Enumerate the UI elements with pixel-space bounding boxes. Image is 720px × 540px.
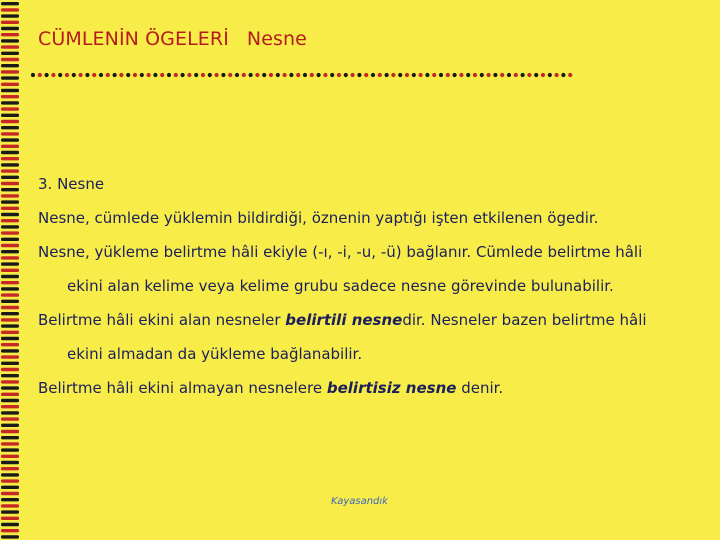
paragraph-1 <box>38 206 698 230</box>
rule-dot <box>153 73 157 77</box>
rule-dot <box>181 73 185 77</box>
decorative-dotted-rule <box>30 70 578 80</box>
rule-dot <box>45 73 49 77</box>
border-dash <box>1 2 19 5</box>
border-dash <box>1 349 19 352</box>
rule-dot <box>106 73 110 77</box>
rule-dot <box>119 73 123 77</box>
border-dash <box>1 157 19 160</box>
border-dash <box>1 300 19 303</box>
rule-dot <box>79 73 83 77</box>
rule-dot <box>432 73 436 77</box>
border-dash <box>1 517 19 520</box>
rule-dot <box>466 73 470 77</box>
rule-dot <box>419 73 423 77</box>
border-dash <box>1 262 19 265</box>
border-dash <box>1 399 19 402</box>
border-dash <box>1 281 19 284</box>
rule-dot <box>133 73 137 77</box>
rule-dot <box>201 73 205 77</box>
border-dash <box>1 324 19 327</box>
border-dash <box>1 386 19 389</box>
rule-dot <box>425 73 429 77</box>
rule-dot <box>548 73 552 77</box>
rule-dot <box>38 73 42 77</box>
border-dash <box>1 529 19 532</box>
rule-dot <box>500 73 504 77</box>
rule-dot <box>167 73 171 77</box>
paragraph-3-line-2: ekini almadan da yükleme bağlanabilir. <box>67 345 363 363</box>
rule-dot <box>174 73 178 77</box>
rule-dot <box>228 73 232 77</box>
rule-dot <box>555 73 559 77</box>
rule-dot <box>147 73 151 77</box>
border-dash <box>1 219 19 222</box>
rule-dot <box>439 73 443 77</box>
rule-dot <box>446 73 450 77</box>
rule-dot <box>249 73 253 77</box>
border-dash <box>1 293 19 296</box>
border-dash <box>1 498 19 501</box>
border-dash <box>1 380 19 383</box>
border-dash <box>1 417 19 420</box>
paragraph-3-post: dir. Nesneler bazen belirtme hâli <box>402 311 647 329</box>
paragraph-2 <box>38 240 698 298</box>
term-belirtili-nesne: belirtili nesne <box>285 311 403 329</box>
border-dash <box>1 424 19 427</box>
border-dash <box>1 45 19 48</box>
rule-dot <box>31 73 35 77</box>
border-dash <box>1 225 19 228</box>
footer-credit: Kayasandık <box>331 496 388 507</box>
rule-dot <box>453 73 457 77</box>
slide-body <box>38 172 698 410</box>
rule-dot <box>276 73 280 77</box>
border-dash <box>1 393 19 396</box>
paragraph-1-line: Nesne, cümlede yüklemin bildirdiği, öznenin yaptığı işten etkilenen ögedir. <box>38 209 599 227</box>
border-dash <box>1 8 19 11</box>
rule-dot <box>378 73 382 77</box>
rule-dot <box>296 73 300 77</box>
border-dash <box>1 39 19 42</box>
border-dash <box>1 374 19 377</box>
border-dash <box>1 64 19 67</box>
border-dash <box>1 448 19 451</box>
rule-dot <box>113 73 117 77</box>
border-dash <box>1 76 19 79</box>
border-dash <box>1 126 19 129</box>
border-dash <box>1 194 19 197</box>
border-dash <box>1 473 19 476</box>
term-belirtisiz-nesne: belirtisiz nesne <box>326 379 457 397</box>
paragraph-4 <box>38 376 698 400</box>
border-dash <box>1 355 19 358</box>
rule-dot <box>364 73 368 77</box>
border-dash <box>1 318 19 321</box>
rule-dot <box>58 73 62 77</box>
rule-dot <box>221 73 225 77</box>
border-dash <box>1 52 19 55</box>
rule-dot <box>289 73 293 77</box>
rule-dot <box>385 73 389 77</box>
rule-dot <box>391 73 395 77</box>
rule-dot <box>269 73 273 77</box>
rule-dot <box>405 73 409 77</box>
rule-dot <box>357 73 361 77</box>
rule-dot <box>92 73 96 77</box>
paragraph-4-post: denir. <box>456 379 504 397</box>
paragraph-4-pre: Belirtme hâli ekini almayan nesnelere <box>38 379 327 397</box>
border-dash <box>1 151 19 154</box>
border-dash <box>1 176 19 179</box>
rule-dot <box>310 73 314 77</box>
border-dash <box>1 83 19 86</box>
border-dash <box>1 269 19 272</box>
border-dash <box>1 368 19 371</box>
border-dash <box>1 213 19 216</box>
border-dash <box>1 114 19 117</box>
border-dash <box>1 486 19 489</box>
rule-dot <box>160 73 164 77</box>
rule-dot <box>493 73 497 77</box>
rule-dot <box>568 73 572 77</box>
rule-dot <box>521 73 525 77</box>
rule-dot <box>344 73 348 77</box>
rule-dot <box>126 73 130 77</box>
rule-dot <box>215 73 219 77</box>
border-dash <box>1 411 19 414</box>
border-dash <box>1 467 19 470</box>
rule-dot <box>534 73 538 77</box>
rule-dot <box>262 73 266 77</box>
border-dash <box>1 101 19 104</box>
border-dash <box>1 479 19 482</box>
border-dash <box>1 169 19 172</box>
border-dash <box>1 89 19 92</box>
rule-dot <box>65 73 69 77</box>
rule-dot <box>514 73 518 77</box>
rule-dot <box>85 73 89 77</box>
border-dash <box>1 132 19 135</box>
border-dash <box>1 107 19 110</box>
border-dash <box>1 492 19 495</box>
border-dash <box>1 244 19 247</box>
rule-dot <box>194 73 198 77</box>
rule-dot <box>480 73 484 77</box>
border-dash <box>1 188 19 191</box>
paragraph-3-pre: Belirtme hâli ekini alan nesneler <box>38 311 286 329</box>
decorative-left-border <box>0 0 22 540</box>
border-dash <box>1 455 19 458</box>
border-dash <box>1 287 19 290</box>
border-dash <box>1 510 19 513</box>
rule-dot <box>507 73 511 77</box>
border-dash <box>1 430 19 433</box>
border-dash <box>1 200 19 203</box>
border-dash <box>1 337 19 340</box>
border-dash <box>1 523 19 526</box>
border-dash <box>1 145 19 148</box>
rule-dot <box>317 73 321 77</box>
paragraph-2-line-1: Nesne, yükleme belirtme hâli ekiyle (-ı, -i, -u, -ü) bağlanır. Cümlede belirtme hâli <box>38 243 643 261</box>
rule-dot <box>323 73 327 77</box>
border-dash <box>1 535 19 538</box>
rule-dot <box>330 73 334 77</box>
paragraph-2-line-2: ekini alan kelime veya kelime grubu sadece nesne görevinde bulunabilir. <box>67 277 614 295</box>
border-dash <box>1 138 19 141</box>
slide-title <box>38 28 307 50</box>
border-dash <box>1 27 19 30</box>
rule-dot <box>235 73 239 77</box>
rule-dot <box>473 73 477 77</box>
rule-dot <box>412 73 416 77</box>
rule-dot <box>541 73 545 77</box>
border-dash <box>1 238 19 241</box>
border-dash <box>1 70 19 73</box>
border-dash <box>1 306 19 309</box>
title-text: CÜMLENİN ÖGELERİ <box>38 28 229 50</box>
rule-dot <box>337 73 341 77</box>
border-dash <box>1 256 19 259</box>
border-dash <box>1 436 19 439</box>
rule-dot <box>459 73 463 77</box>
rule-dot <box>242 73 246 77</box>
rule-dot <box>255 73 259 77</box>
border-dash <box>1 343 19 346</box>
border-dash <box>1 250 19 253</box>
rule-dot <box>351 73 355 77</box>
rule-dot <box>140 73 144 77</box>
border-dash <box>1 163 19 166</box>
paragraph-3 <box>38 308 698 366</box>
border-dash <box>1 14 19 17</box>
rule-dot <box>561 73 565 77</box>
border-dash <box>1 58 19 61</box>
rule-dot <box>527 73 531 77</box>
rule-dot <box>487 73 491 77</box>
border-dash <box>1 312 19 315</box>
border-dash <box>1 331 19 334</box>
rule-dot <box>51 73 55 77</box>
border-dash <box>1 362 19 365</box>
rule-dot <box>283 73 287 77</box>
rule-dot <box>187 73 191 77</box>
border-dash <box>1 275 19 278</box>
rule-dot <box>303 73 307 77</box>
border-dash <box>1 95 19 98</box>
border-dash <box>1 231 19 234</box>
rule-dot <box>371 73 375 77</box>
border-dash <box>1 21 19 24</box>
border-dash <box>1 207 19 210</box>
border-dash <box>1 405 19 408</box>
border-dash <box>1 504 19 507</box>
rule-dot <box>99 73 103 77</box>
section-heading: 3. Nesne <box>38 175 105 193</box>
rule-dot <box>208 73 212 77</box>
border-dash <box>1 182 19 185</box>
border-dash <box>1 33 19 36</box>
title-subtitle: Nesne <box>246 28 307 50</box>
border-dash <box>1 120 19 123</box>
border-dash <box>1 461 19 464</box>
border-dash <box>1 442 19 445</box>
rule-dot <box>398 73 402 77</box>
rule-dot <box>72 73 76 77</box>
